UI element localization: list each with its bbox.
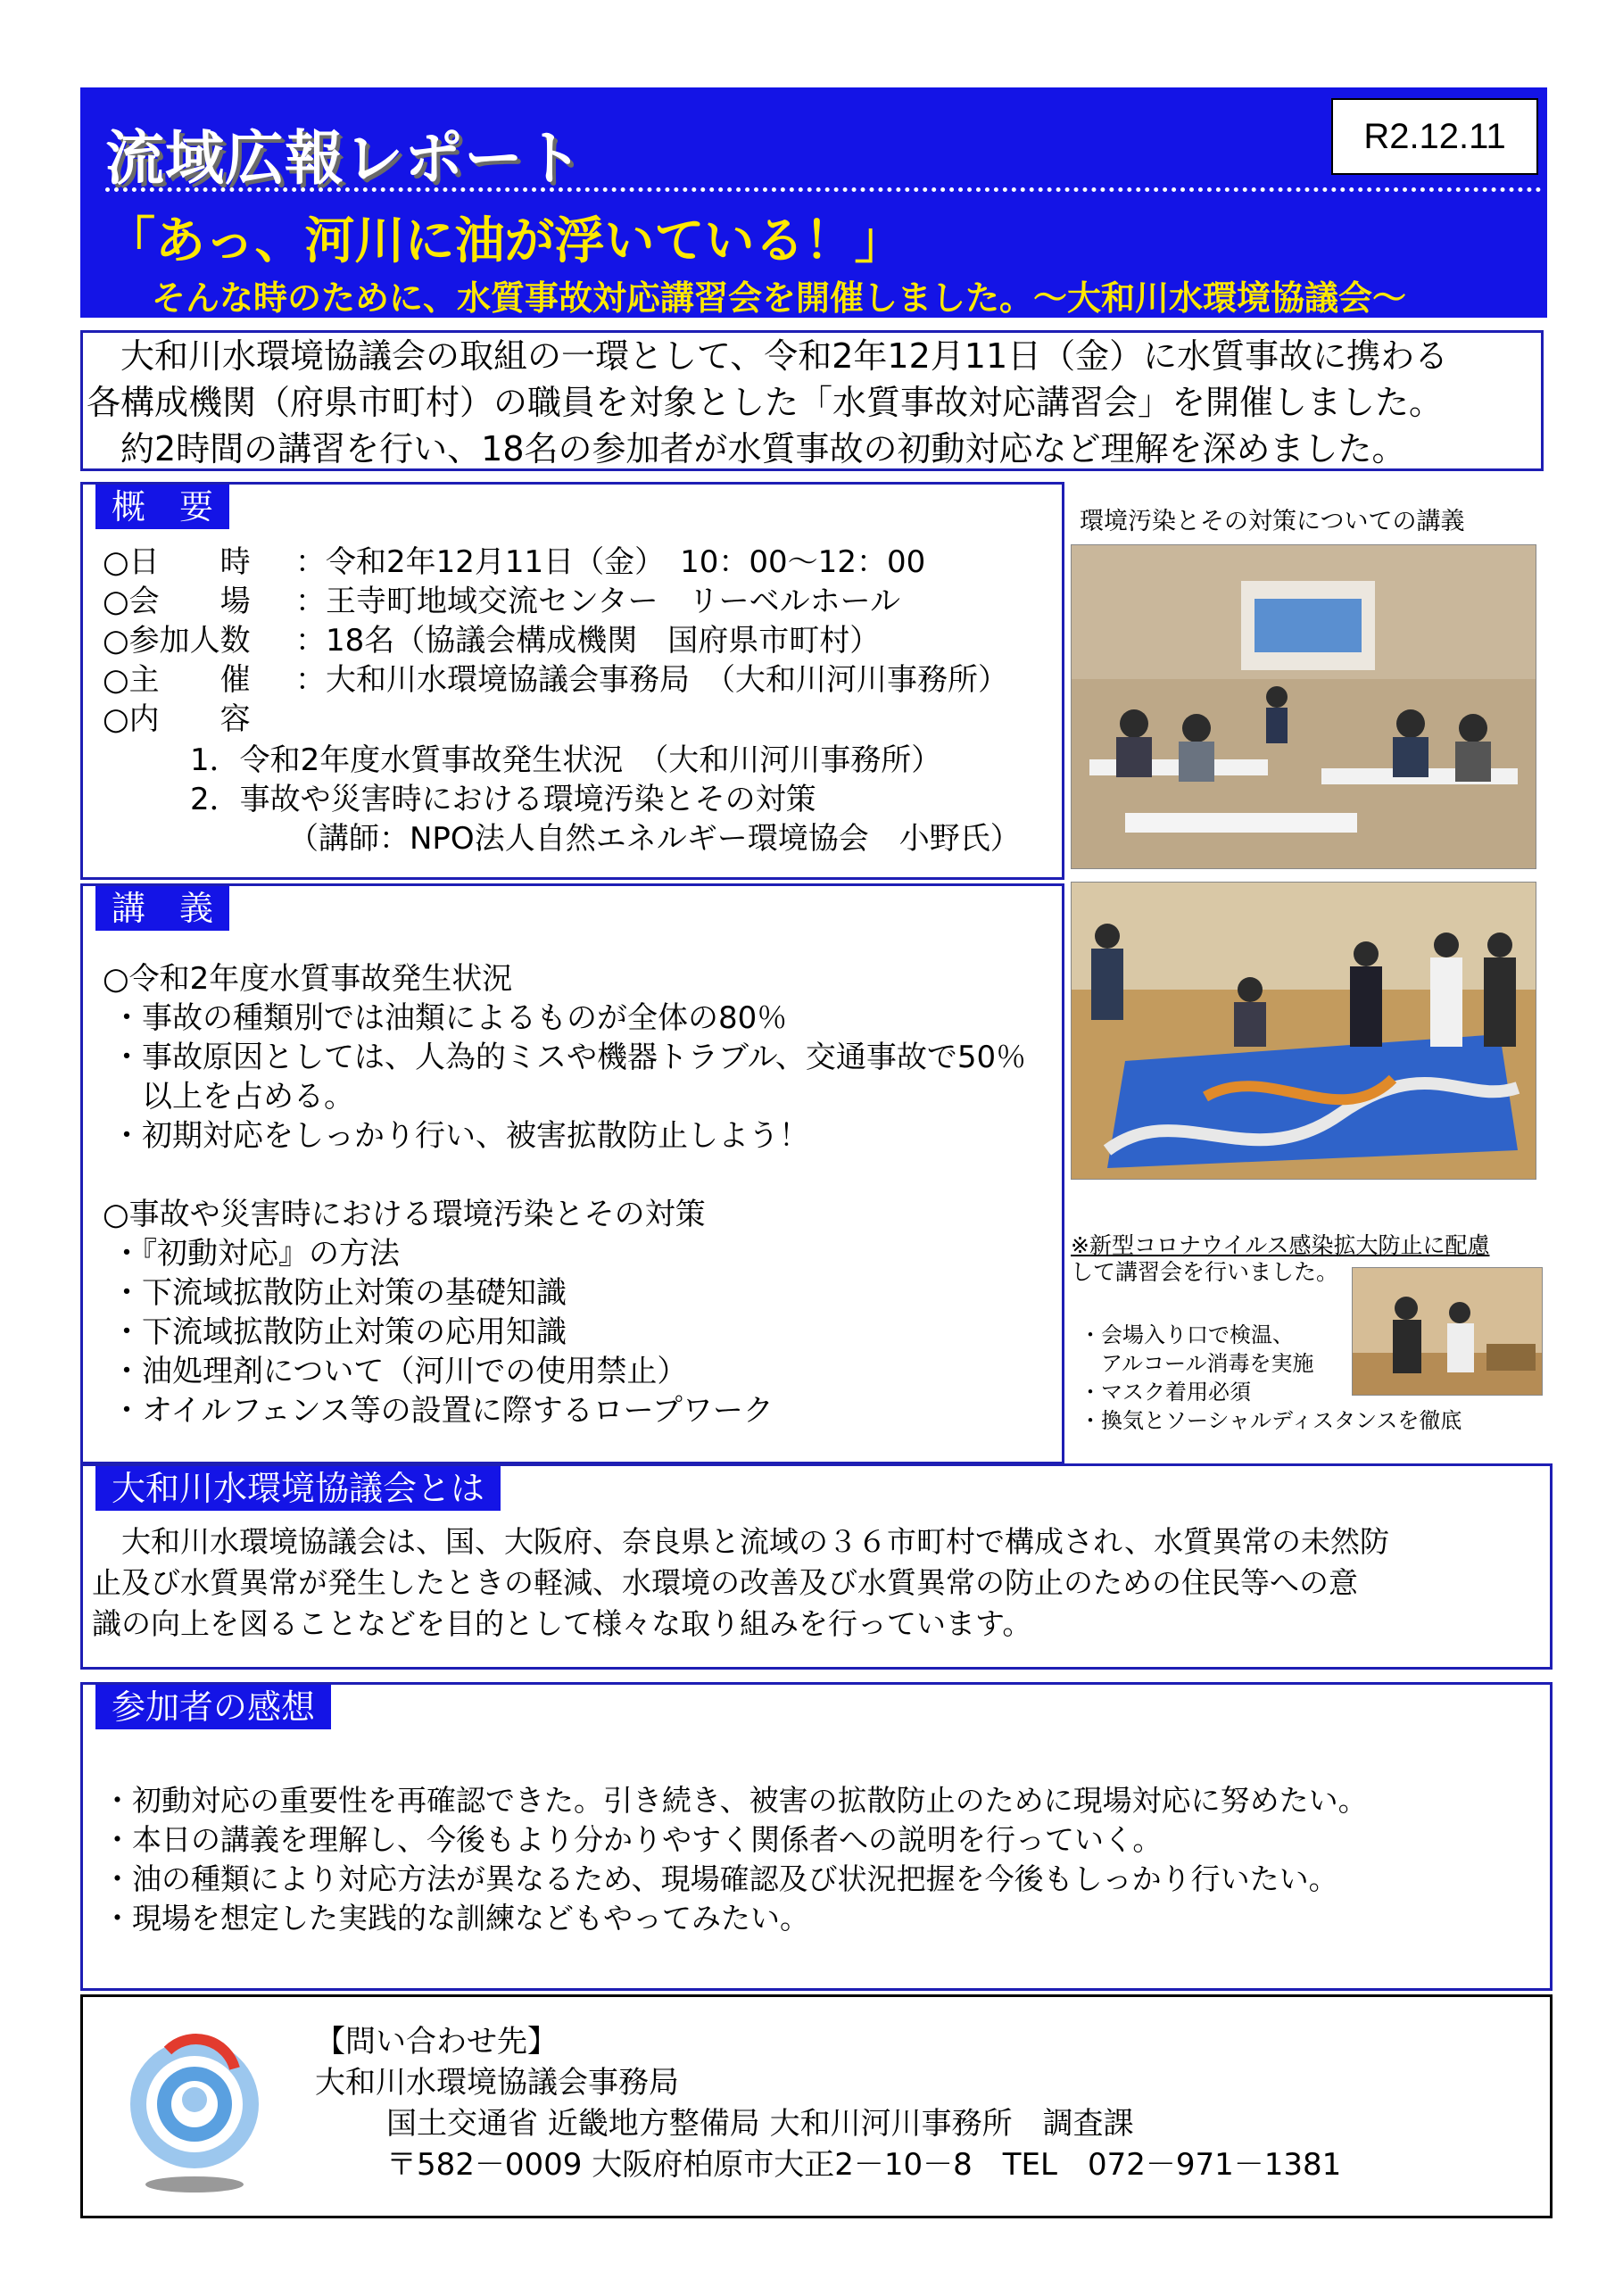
impression-item: ・本日の講義を理解し、今後もより分かりやすく関係者への説明を行っていく。 bbox=[103, 1822, 1163, 1857]
overview-key: ○主 催 bbox=[103, 662, 251, 698]
practice-photo bbox=[1071, 882, 1536, 1180]
intro-line: 各構成機関（府県市町村）の職員を対象とした「水質事故対応講習会」を開催しました。 bbox=[87, 383, 1444, 422]
covid-item: アルコール消毒を実施 bbox=[1080, 1351, 1314, 1376]
overview-value: ：18名（協議会構成機関 国府県市町村） bbox=[295, 623, 881, 659]
report-date: R2.12.11 bbox=[1331, 98, 1538, 175]
about-label: 大和川水環境協議会とは bbox=[95, 1466, 501, 1511]
covid-item: ・換気とソーシャルディスタンスを徹底 bbox=[1080, 1408, 1462, 1433]
about-line: 大和川水環境協議会は、国、大阪府、奈良県と流域の３６市町村で構成され、水質異常の未然防 bbox=[92, 1524, 1389, 1559]
contact-title: 【問い合わせ先】 bbox=[315, 2024, 558, 2060]
lecture-section-title: ○令和2年度水質事故発生状況 bbox=[103, 961, 513, 997]
lecture-item: 以上を占める。 bbox=[112, 1079, 354, 1115]
intro-line: 大和川水環境協議会の取組の一環として、令和2年12月11日（金）に水質事故に携わる bbox=[87, 336, 1449, 376]
intro-line: 約2時間の講習を行い、18名の参加者が水質事故の初動対応など理解を深めました。 bbox=[87, 429, 1406, 468]
about-line: 止及び水質異常が発生したときの軽減、水環境の改善及び水質異常の防止のための住民等への意 bbox=[92, 1565, 1358, 1600]
covid-note: して講習会を行いました。 bbox=[1071, 1259, 1339, 1285]
impressions-section bbox=[80, 1682, 1553, 1991]
contact-org: 大和川水環境協議会事務局 bbox=[315, 2065, 679, 2101]
organization-logo-icon bbox=[119, 2028, 270, 2198]
overview-key: ○会 場 bbox=[103, 584, 251, 619]
lecture-item: ・オイルフェンス等の設置に際するロープワーク bbox=[112, 1393, 774, 1429]
impression-item: ・初動対応の重要性を再確認できた。引き続き、被害の拡散防止のために現場対応に努めたい。 bbox=[103, 1783, 1368, 1818]
overview-value: ：大和川水環境協議会事務局 （大和川河川事務所） bbox=[295, 662, 1008, 698]
report-title: 流域広報レポート bbox=[105, 124, 584, 193]
overview-content: 2．事故や災害時における環境汚染とその対策 bbox=[190, 782, 816, 817]
covid-item: ・会場入り口で検温、 bbox=[1080, 1322, 1294, 1347]
contact-section bbox=[80, 1994, 1553, 2218]
overview-key: ○内 容 bbox=[103, 701, 251, 737]
headline: 「あっ、河川に油が浮いている！」 bbox=[105, 212, 905, 270]
lecture-item: ・下流域拡散防止対策の基礎知識 bbox=[112, 1275, 567, 1311]
covid-measures bbox=[1080, 1321, 1462, 1435]
covid-note: ※新型コロナウイルス感染拡大防止に配慮 bbox=[1071, 1232, 1490, 1258]
impressions-label: 参加者の感想 bbox=[95, 1685, 331, 1729]
about-section bbox=[80, 1463, 1553, 1670]
about-line: 識の向上を図ることなどを目的として様々な取り組みを行っています。 bbox=[92, 1606, 1032, 1641]
overview-key: ○日 時 bbox=[103, 544, 251, 580]
lecture-section bbox=[80, 883, 1064, 1464]
intro-box bbox=[80, 330, 1544, 471]
lecture-photo bbox=[1071, 544, 1536, 869]
lecture-room-illustration bbox=[1072, 545, 1536, 868]
impression-item: ・油の種類により対応方法が異なるため、現場確認及び状況把握を今後もしっかり行いたい。 bbox=[103, 1861, 1338, 1896]
impression-item: ・現場を想定した実践的な訓練などもやってみたい。 bbox=[103, 1901, 809, 1935]
overview-content: （講師：NPO法人自然エネルギー環境協会 小野氏） bbox=[288, 821, 1021, 857]
lecture-item: ・『初動対応』の方法 bbox=[112, 1236, 400, 1272]
lecture-item: ・下流域拡散防止対策の応用知識 bbox=[112, 1314, 567, 1350]
photo-caption: 環境汚染とその対策についての講義 bbox=[1080, 508, 1465, 535]
lecture-label: 講 義 bbox=[95, 886, 229, 931]
overview-section bbox=[80, 482, 1064, 880]
subheadline: そんな時のために、水質事故対応講習会を開催しました。～大和川水環境協議会～ bbox=[152, 278, 1407, 318]
overview-value: ：令和2年12月11日（金） 10：00～12：00 bbox=[295, 544, 926, 580]
overview-content: 1．令和2年度水質事故発生状況 （大和川河川事務所） bbox=[190, 742, 942, 778]
overview-label: 概 要 bbox=[95, 485, 229, 529]
lecture-item: ・初期対応をしっかり行い、被害拡散防止しよう！ bbox=[112, 1118, 809, 1154]
header-divider bbox=[105, 187, 1542, 192]
lecture-section-title: ○事故や災害時における環境汚染とその対策 bbox=[103, 1197, 706, 1232]
lecture-item: ・油処理剤について（河川での使用禁止） bbox=[112, 1354, 688, 1389]
lecture-item: ・事故原因としては、人為的ミスや機器トラブル、交通事故で50％ bbox=[112, 1040, 1027, 1075]
contact-office: 国土交通省 近畿地方整備局 大和川河川事務所 調査課 bbox=[386, 2106, 1134, 2142]
rope-work-illustration bbox=[1072, 883, 1536, 1179]
contact-address: 〒582－0009 大阪府柏原市大正2－10－8 TEL 072－971－1381 bbox=[386, 2147, 1342, 2183]
overview-value: ：王寺町地域交流センター リーベルホール bbox=[295, 584, 900, 619]
overview-key: ○参加人数 bbox=[103, 623, 251, 659]
report-header bbox=[80, 87, 1547, 318]
lecture-item: ・事故の種類別では油類によるものが全体の80％ bbox=[112, 1000, 788, 1036]
covid-item: ・マスク着用必須 bbox=[1080, 1380, 1251, 1405]
